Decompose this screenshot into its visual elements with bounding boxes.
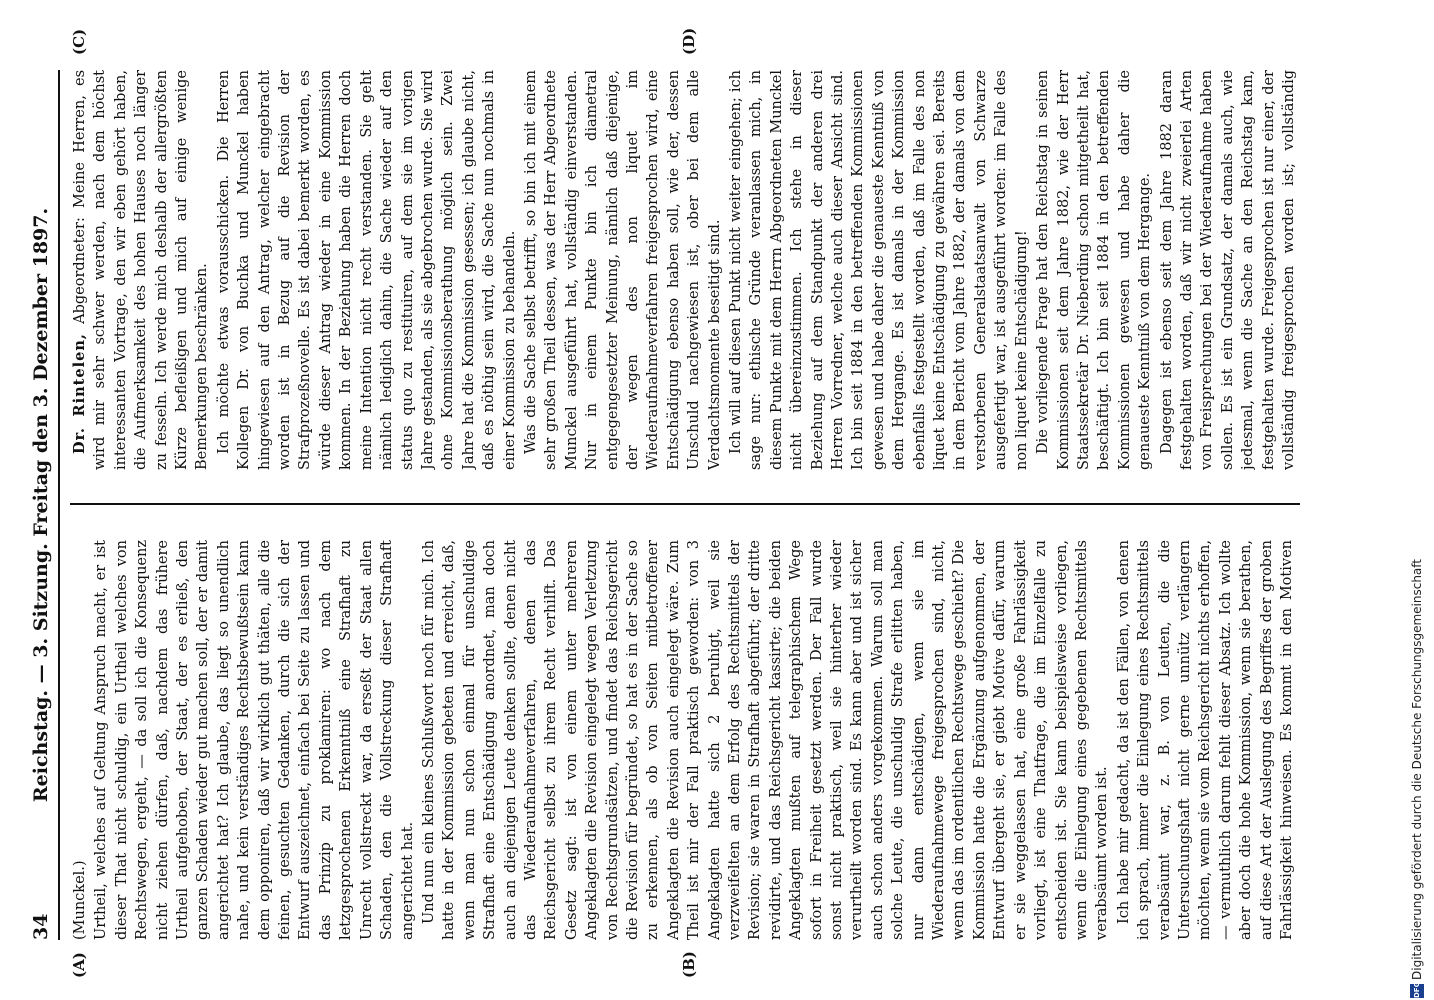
column-divider <box>70 503 1300 505</box>
right-column <box>70 70 1300 470</box>
speaker-name: Dr. Rintelen, <box>71 333 88 454</box>
paragraph: Die vorliegende Frage hat den Reichstag in seinen Kommissionen seit dem Jahre 1882, wie der Herr Staatssekretär Dr. Nieberding schon mitgetheilt hat, beschäftigt. Ich bin seit 1884 in den betreffenden Kommissionen gewesen und habe daher die genaueste Kenntniß von dem Hergange. <box>1035 70 1154 470</box>
dfg-logo: DFG <box>1410 984 1424 998</box>
credit-text: Digitalisierung gefördert durch die Deutsche Forschungsgemeinschaft <box>1410 558 1424 980</box>
margin-marker-b: (B) <box>680 951 698 978</box>
paragraph: Dagegen ist ebenso seit dem Jahre 1882 daran festgehalten worden, daß wir nicht zweierlei Arten von Freisprechungen bei der Wiederaufnahme haben sollen. Es ist ein Grundsatz, der damals auch, wie jedesmal, wenn die Sache an den Reichstag kam, festgehalten wurde. Freigesprochen ist nur einer, der vollständig freigesprochen worden ist; vollständig <box>1158 70 1297 470</box>
page-number: 34 <box>30 913 52 940</box>
paragraph: Ich will auf diesen Punkt nicht weiter eingehen; ich sage nur: ethische Gründe veranlassen mich, in diesem Punkte mit dem Herrn Abgeordneten Munckel nicht übereinzustimmen. Ich stehe in dieser Beziehung auf dem Standpunkt der anderen drei Herren Vorredner, welche auch dieser Ansicht sind. Ich bin seit 1884 in den betreffenden Kommissionen gewesen und habe daher die genaueste Kenntniß von dem Hergange. Es ist damals in der Kommission ebenfalls festgestellt worden, daß im Falle des non liquet keine Entschädigung zu gewähren sei. Bereits in dem Bericht vom Jahre 1882, der damals von dem verstorbenen Generalstaatsanwalt von Schwarze ausgefertigt war, ist ausgeführt worden: im Falle des non liquet keine Entschädigung! <box>728 70 1030 470</box>
margin-marker-d: (D) <box>680 27 698 55</box>
speaker-tag: (Munckel.) <box>72 860 88 940</box>
page-header <box>28 70 60 940</box>
paragraph: Urtheil, welches auf Geltung Anspruch macht, er ist dieser That nicht schuldig, ein Urtheil welches von Rechtswegen, ergeht, — da soll ich die Konsequenz nicht ziehen dürfen, daß, nachdem das frühere Urtheil aufgehoben, der Staat, der es erließ, den ganzen Schaden wieder gut machen soll, der er damit angerichtet hat? Ich glaube, das liegt so unendlich nahe, und kein verständiges Rechtsbewußtsein kann dem opponiren, daß wir wirklich gut thäten, alle die feinen, gesuchten Gedanken, durch die sich der Entwurf auszeichnet, einfach bei Seite zu lassen und das Prinzip zu proklamiren: wo nach dem letzgesprochenen Erkenntniß eine Strafhaft zu Unrecht vollstreckt war, da erseßt der Staat allen Schaden, den die Vollstreckung dieser Strafhaft angerichtet hat. <box>93 540 416 940</box>
margin-marker-c: (C) <box>70 28 88 55</box>
paragraph <box>70 70 213 470</box>
paragraph: Und nun ein kleines Schlußwort noch für mich. Ich hatte in der Kommission gebeten und erreicht, daß, wenn man nun schon einmal für unschuldige Strafhaft eine Entschädigung anordnet, man doch auch an diejenigen Leute denken sollte, denen nicht das Wiederaufnahmeverfahren, denen das Reichsgericht selbst zu ihrem Recht verhilft. Das Gesetz sagt: ist von einem unter mehreren Angeklagten die Revision eingelegt wegen Verletzung von Rechtsgrundsätzen, und findet das Reichsgericht die Revision für begründet, so hat es in der Sache so zu erkennen, als ob von Seiten mitbetroffener Angeklagten die Revision auch eingelegt wäre. Zum Theil ist mir der Fall praktisch geworden: von 3 Angeklagten hatte sich 2 beruhigt, weil sie verzweifelten an dem Erfolg des Rechtsmittels der Revision; sie waren in Strafhaft abgeführt; der dritte revidirte, und das Reichsgericht kassirte; die beiden Angeklagten mußten auf telegraphischem Wege sofort in Freiheit gesetzt werden. Der Fall wurde sonst nicht praktisch, weil sie hinterher wieder verurtheilt worden sind. Es kann aber und ist sicher auch schon anders vorgekommen. Warum soll man solche Leute, die unschuldig Strafe erlitten haben, nur dann entschädigen, wenn sie im Wiederaufnahmewege freigesprochen sind, nicht, wenn das im ordentlichen Rechtswege geschieht? Die Kommission hatte die Ergänzung aufgenommen, der Entwurf übergeht sie, er giebt Motive dafür, warum er sie weggelassen hat, eine große Fahrlässigkeit vorliegt, ist eine Thatfrage, die im Einzelfalle zu entscheiden ist. Sie kann beispielsweise vorliegen, wenn die Einlegung eines gegebenen Rechtsmittels verabsäumt worden ist. <box>420 540 1111 940</box>
page-title: Reichstag. — 3. Sitzung. Freitag den 3. Dezember 1897. <box>30 207 52 803</box>
digitization-credit <box>1408 0 1428 1000</box>
paragraph: Ich möchte etwas vorausschicken. Die Herren Kollegen Dr. von Buchka und Munckel haben hingewiesen auf den Antrag, welcher eingebracht worden ist in Bezug auf die Revision der Strafprozeßnovelle. Es ist dabei bemerkt worden, es würde dieser Antrag wieder in eine Kommission kommen. In der Beziehung haben die Herren doch meine Intention nicht recht verstanden. Sie geht nämlich lediglich dahin, die Sache wieder auf den status quo zu restituiren, auf dem sie im vorigen Jahre gestanden, als sie abgebrochen wurde. Sie wird ohne Kommissionsberathung möglich sein. Zwei Jahre hat die Kommission gesessen; ich glaube nicht, daß es nöthig sein wird, die Sache nun nochmals in einer Kommission zu behandeln. <box>215 70 518 470</box>
paragraph-text: Abgeordneter: Meine Herren, es wird mir sehr schwer werden, nach dem höchst interessanten Vortrage, den wir eben gehört haben, die Aufmerksamkeit des hohen Hauses noch länger zu fesseln. Ich werde mich deshalb der allergrößten Kürze befleißigen und mich auf einige wenige Bemerkungen beschränken. <box>72 70 211 470</box>
left-column <box>70 540 1300 940</box>
paragraph: Was die Sache selbst betrifft, so bin ich mit einem sehr großen Theil dessen, was der Herr Abgeordnete Munckel ausgeführt hat, vollständig einverstanden. Nur in einem Punkte bin ich diametral entgegengesetzter Meinung, nämlich daß diejenige, der wegen des non liquet im Wiederaufnahmeverfahren freigesprochen wird, eine Entschädigung ebenso haben soll, wie der, dessen Unschuld nachgewiesen ist, ober bei dem alle Verdachtsmomente beseitigt sind. <box>522 70 723 470</box>
paragraph: Ich habe mir gedacht, da ist den Fällen, von denen ich sprach, immer die Einlegung eines Rechtsmittels verabsäumt war, z. B. von Leuten, die die Untersuchungshaft nicht gerne unnütz verlängern möchten, wenn sie vom Reichsgericht nichts erhoffen, — vermuthlich darum fehlt dieser Absatz. Ich wollte aber doch die hohe Kommission, wenn sie berathen, auf diese Art der Auslegung des Begriffes der groben Fahrlässigkeit hinweisen. Es kommt in den Motiven <box>1115 540 1295 940</box>
margin-marker-a: (A) <box>70 952 88 978</box>
